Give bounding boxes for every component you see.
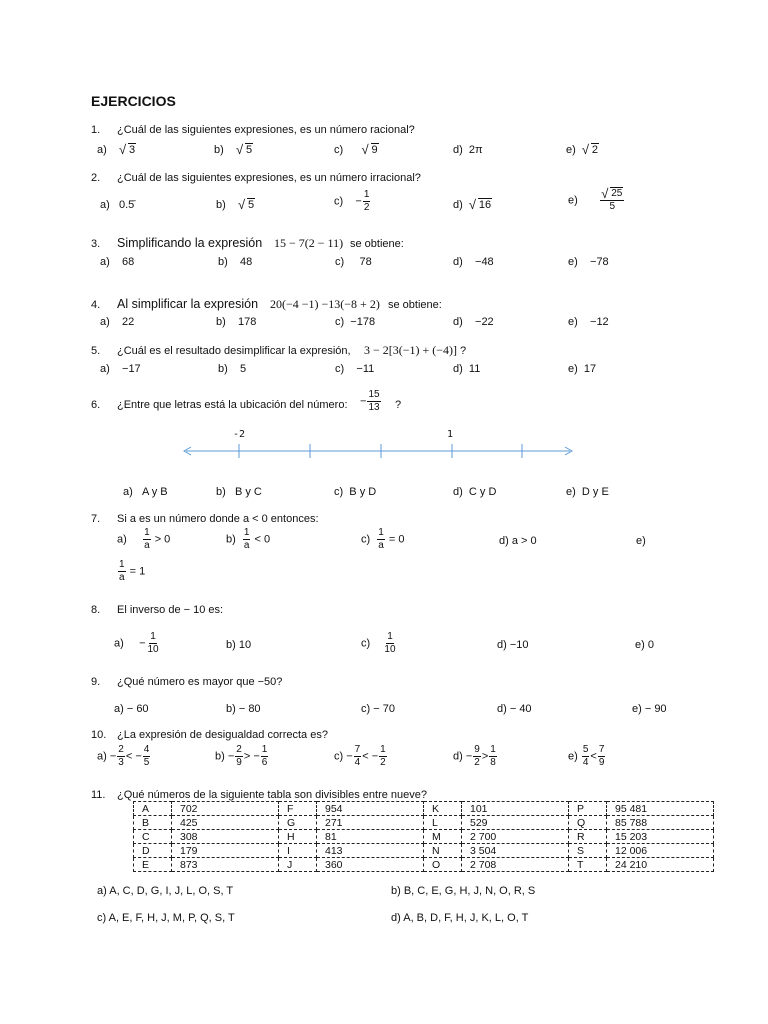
table-row (134, 844, 714, 858)
option-c: c) −178 (335, 316, 376, 328)
table-cell: A (134, 802, 172, 816)
question-number: 2. (91, 172, 101, 184)
option-b: b) 178 (216, 316, 257, 328)
question-text: ¿Cuál es el resultado desimplificar la expresión, (117, 345, 351, 357)
question-number: 5. (91, 345, 101, 357)
option-e: e) − 90 (632, 703, 667, 715)
table-cell: 12 006 (607, 844, 714, 858)
option-d: d) √ 16 (453, 199, 492, 211)
option-c: c) $\frac{1}{10}$ (361, 631, 396, 655)
option-e: e) D y E (566, 486, 609, 498)
table-cell: Q (569, 816, 607, 830)
option-d: d) C y D (453, 486, 497, 498)
option-b: b) − $\frac{2}{9}$ > − $\frac{1}{6}$ (215, 744, 268, 768)
question-text: ¿Qué números de la siguiente tabla son divisibles entre nueve? (117, 789, 428, 801)
question-text: ¿Qué número es mayor que −50? (117, 676, 283, 688)
table-cell: 529 (462, 816, 569, 830)
table-cell: I (279, 844, 317, 858)
table-row (134, 816, 714, 830)
table-row (134, 858, 714, 872)
tick-label-right: 1 (447, 429, 454, 440)
question-tail: ? (460, 345, 467, 357)
question-number: 10. (91, 729, 107, 741)
option-e: e) −78 (568, 256, 609, 268)
expression: 3 − 2[3(−1) + (−4)] (364, 343, 458, 357)
question-number: 9. (91, 676, 101, 688)
expression: 20(−4 −1) −13(−8 + 2) (270, 297, 380, 311)
option-a: a) √ 3 (97, 144, 136, 156)
table-cell: 2 700 (462, 830, 569, 844)
option-e: $\frac{1}{a}$ = 1 (119, 559, 146, 583)
option-b: b) − 80 (226, 703, 261, 715)
option-b: b) 48 (218, 256, 253, 268)
option-a: a) 68 (100, 256, 135, 268)
question-tail: se obtiene: (388, 299, 442, 311)
option-a: a) $\frac{1}{a}$ > 0 (117, 527, 171, 551)
table-cell: 101 (462, 802, 569, 816)
table-cell: 873 (172, 858, 279, 872)
table-cell: E (134, 858, 172, 872)
table-cell: 81 (317, 830, 424, 844)
option-c: c) A, E, F, H, J, M, P, Q, S, T (97, 912, 235, 924)
option-e: e) √ $\frac{25}{5}$ (568, 189, 625, 212)
option-d: d) A, B, D, F, H, J, K, L, O, T (391, 912, 529, 924)
option-d: d) 2π (453, 144, 483, 156)
question-number: 7. (91, 513, 101, 525)
option-e-label: e) (636, 535, 646, 547)
option-e: e) $\frac{5}{4}$ < $\frac{7}{9}$ (568, 744, 605, 768)
option-a: a) −17 (100, 363, 141, 375)
option-c: c) 78 (335, 256, 372, 268)
question-text: ¿Entre que letras está la ubicación del número: (117, 399, 348, 411)
table-cell: G (279, 816, 317, 830)
table-cell: 95 481 (607, 802, 714, 816)
question-number: 3. (91, 238, 101, 250)
question-tail: ? (395, 399, 402, 411)
option-b: b) √ 5 (216, 199, 255, 211)
table-cell: O (424, 858, 462, 872)
option-a: a) 22 (100, 316, 135, 328)
question-text: El inverso de − 10 es: (117, 604, 224, 616)
table-cell: N (424, 844, 462, 858)
question-text: ¿Cuál de las siguientes expresiones, es un número irracional? (117, 172, 421, 184)
table-cell: 24 210 (607, 858, 714, 872)
page-title: EJERCICIOS (91, 93, 176, 109)
option-d: d) 11 (453, 363, 481, 375)
table-cell: 271 (317, 816, 424, 830)
option-b: b) 5 (218, 363, 247, 375)
option-e: e) −12 (568, 316, 609, 328)
question-number: 11. (91, 789, 106, 801)
table-cell: 85 788 (607, 816, 714, 830)
option-b: b) 10 (226, 639, 252, 651)
option-e: e) √ 2 (566, 144, 599, 156)
table-cell: R (569, 830, 607, 844)
table-cell: 308 (172, 830, 279, 844)
table-cell: 3 504 (462, 844, 569, 858)
option-d: d) −10 (497, 639, 529, 651)
table-cell: K (424, 802, 462, 816)
fraction-target: − $\frac{15}{13}$ (360, 389, 380, 413)
question-number: 4. (91, 299, 101, 311)
option-d: d) −48 (453, 256, 494, 268)
option-a: a) − $\frac{2}{3}$ < − $\frac{4}{5}$ (97, 744, 150, 768)
option-b: b) √ 5 (214, 144, 253, 156)
question-number: 6. (91, 399, 101, 411)
question-text: Simplificando la expresión (117, 236, 263, 250)
option-c: c) − $\frac{7}{4}$ < − $\frac{1}{2}$ (334, 744, 386, 768)
divisibility-table (133, 801, 714, 872)
option-c: c) − 70 (361, 703, 395, 715)
table-cell: F (279, 802, 317, 816)
option-d: d) − 40 (497, 703, 532, 715)
option-d: d) a > 0 (499, 535, 537, 547)
question-text: Al simplificar la expresión (117, 297, 259, 311)
option-c: c) √ 9 (334, 144, 379, 156)
question-text: ¿La expresión de desigualdad correcta es? (117, 729, 328, 741)
table-row (134, 802, 714, 816)
table-cell: P (569, 802, 607, 816)
option-a: a) − $\frac{1}{10}$ (114, 631, 159, 655)
table-cell: 954 (317, 802, 424, 816)
table-cell: H (279, 830, 317, 844)
question-text: Si a es un número donde a < 0 entonces: (117, 513, 319, 525)
option-c: c) − $\frac{1}{2}$ (334, 189, 370, 213)
question-text: ¿Cuál de las siguientes expresiones, es un número racional? (117, 124, 415, 136)
table-cell: 360 (317, 858, 424, 872)
option-e: e) 0 (635, 639, 654, 651)
table-cell: 413 (317, 844, 424, 858)
question-number: 1. (91, 124, 101, 136)
table-cell: 179 (172, 844, 279, 858)
table-cell: J (279, 858, 317, 872)
table-cell: B (134, 816, 172, 830)
table-cell: 425 (172, 816, 279, 830)
option-a: a) A y B (123, 486, 168, 498)
table-cell: C (134, 830, 172, 844)
tick-label-left: -2 (233, 429, 246, 440)
table-row (134, 830, 714, 844)
table-cell: T (569, 858, 607, 872)
option-e: e) 17 (568, 363, 597, 375)
option-c: c) B y D (334, 486, 377, 498)
table-cell: 2 708 (462, 858, 569, 872)
option-d: d) − $\frac{9}{2}$ > $\frac{1}{8}$ (453, 744, 496, 768)
question-tail: se obtiene: (350, 238, 404, 250)
option-a: a) − 60 (114, 703, 149, 715)
option-c: c) $\frac{1}{a}$ = 0 (361, 527, 405, 551)
table-cell: S (569, 844, 607, 858)
option-a: a) A, C, D, G, I, J, L, O, S, T (97, 885, 234, 897)
option-d: d) −22 (453, 316, 494, 328)
option-a: a) 0.5̄ (100, 199, 135, 211)
option-c: c) −11 (335, 363, 375, 375)
table-cell: D (134, 844, 172, 858)
table-cell: M (424, 830, 462, 844)
table-cell: L (424, 816, 462, 830)
option-b: b) B y C (216, 486, 262, 498)
table-cell: 702 (172, 802, 279, 816)
option-b: b) $\frac{1}{a}$ < 0 (226, 527, 271, 551)
option-b: b) B, C, E, G, H, J, N, O, R, S (391, 885, 536, 897)
question-number: 8. (91, 604, 101, 616)
table-cell: 15 203 (607, 830, 714, 844)
expression: 15 − 7(2 − 11) (274, 236, 344, 250)
